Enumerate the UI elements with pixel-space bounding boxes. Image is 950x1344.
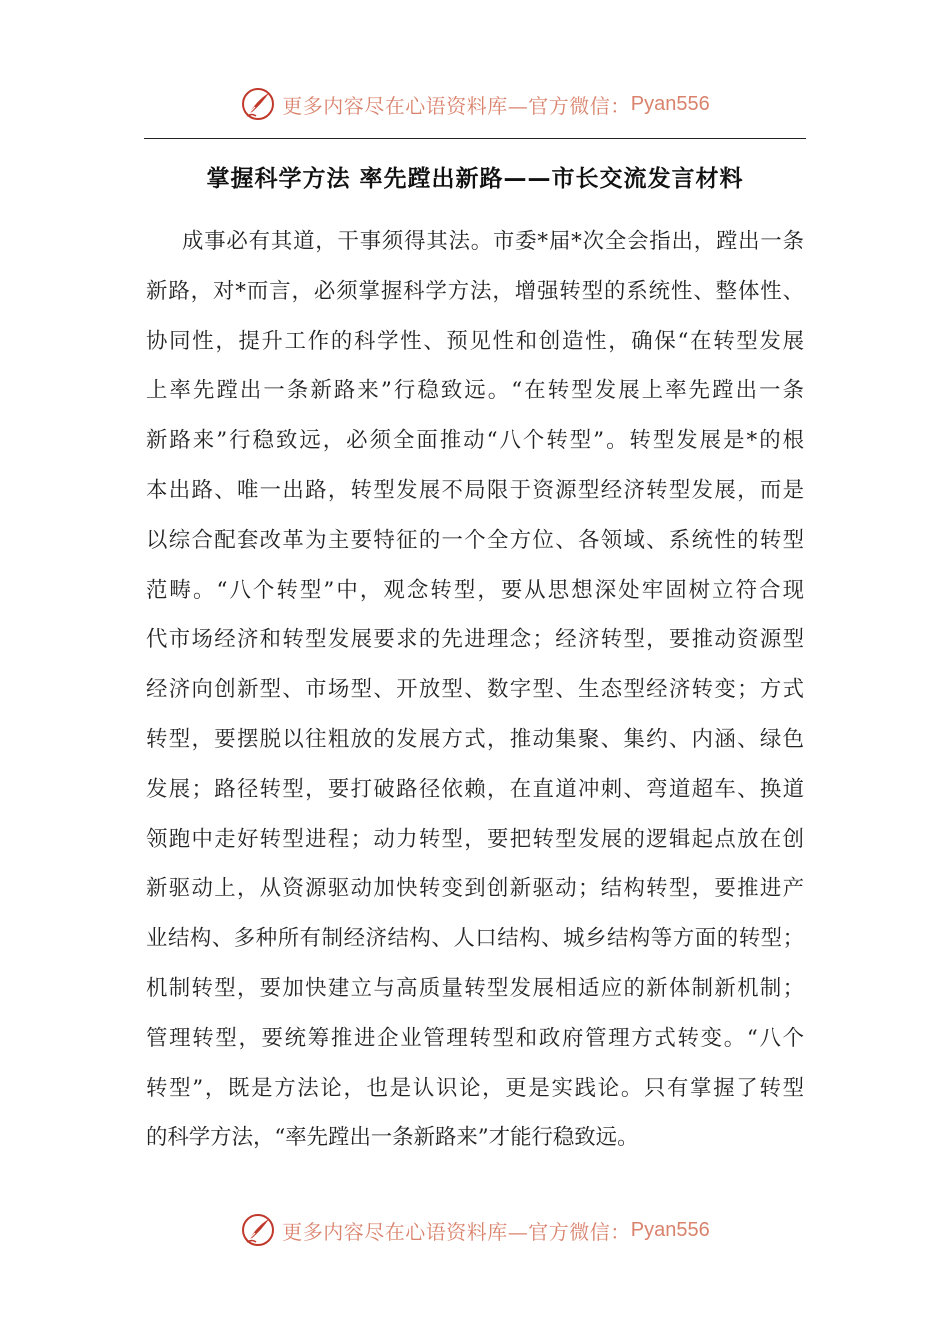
body-line: 经济向创新型、市场型、开放型、数字型、生态型经济转变；方式: [146, 677, 804, 703]
watermark-account: Pyan556: [630, 92, 710, 115]
body-line: 成事必有其道，干事须得其法。市委*届*次全会指出，蹚出一条: [182, 229, 804, 254]
watermark-text: 更多内容尽在心语资料库—官方微信：: [282, 1219, 631, 1244]
quill-logo-icon: [240, 1212, 276, 1248]
body-line: 的科学方法，“率先蹚出一条新路来”才能行稳致远。: [146, 1125, 639, 1151]
quill-logo-icon: [240, 86, 276, 122]
body-line: 转型”，既是方法论，也是认识论，更是实践论。只有掌握了转型: [146, 1075, 804, 1101]
body-line: 上率先蹚出一条新路来”行稳致远。“在转型发展上率先蹚出一条: [146, 378, 804, 404]
watermark-account: Pyan556: [630, 1218, 710, 1241]
body-line: 范畴。“八个转型”中，观念转型，要从思想深处牢固树立符合现: [146, 577, 804, 603]
body-line: 管理转型，要统筹推进企业管理转型和政府管理方式转变。“八个: [146, 1025, 804, 1051]
footer-watermark: [0, 1210, 950, 1250]
document-body: [146, 224, 804, 1170]
body-line: 协同性，提升工作的科学性、预见性和创造性，确保“在转型发展: [146, 328, 804, 354]
body-line: 新路来”行稳致远，必须全面推动“八个转型”。转型发展是*的根: [146, 428, 804, 454]
body-line: 领跑中走好转型进程；动力转型，要把转型发展的逻辑起点放在创: [146, 826, 804, 852]
watermark-text: 更多内容尽在心语资料库—官方微信：: [282, 93, 631, 118]
body-line: 代市场经济和转型发展要求的先进理念；经济转型，要推动资源型: [146, 627, 804, 653]
body-line: 以综合配套改革为主要特征的一个全方位、各领域、系统性的转型: [146, 527, 804, 553]
body-line: 机制转型，要加快建立与高质量转型发展相适应的新体制新机制；: [146, 975, 804, 1001]
body-line: 本出路、唯一出路，转型发展不局限于资源型经济转型发展，而是: [146, 477, 804, 503]
body-line: 业结构、多种所有制经济结构、人口结构、城乡结构等方面的转型；: [146, 926, 804, 952]
body-line: 新驱动上，从资源驱动加快转变到创新驱动；结构转型，要推进产: [146, 876, 804, 902]
header-divider: [144, 138, 806, 139]
header-watermark: [0, 84, 950, 124]
document-title: 掌握科学方法 率先蹚出新路——市长交流发言材料: [206, 166, 744, 192]
body-line: 转型，要摆脱以往粗放的发展方式，推动集聚、集约、内涵、绿色: [146, 726, 804, 752]
body-line: 发展；路径转型，要打破路径依赖，在直道冲刺、弯道超车、换道: [146, 776, 804, 802]
body-line: 新路，对*而言，必须掌握科学方法，增强转型的系统性、整体性、: [146, 278, 804, 304]
